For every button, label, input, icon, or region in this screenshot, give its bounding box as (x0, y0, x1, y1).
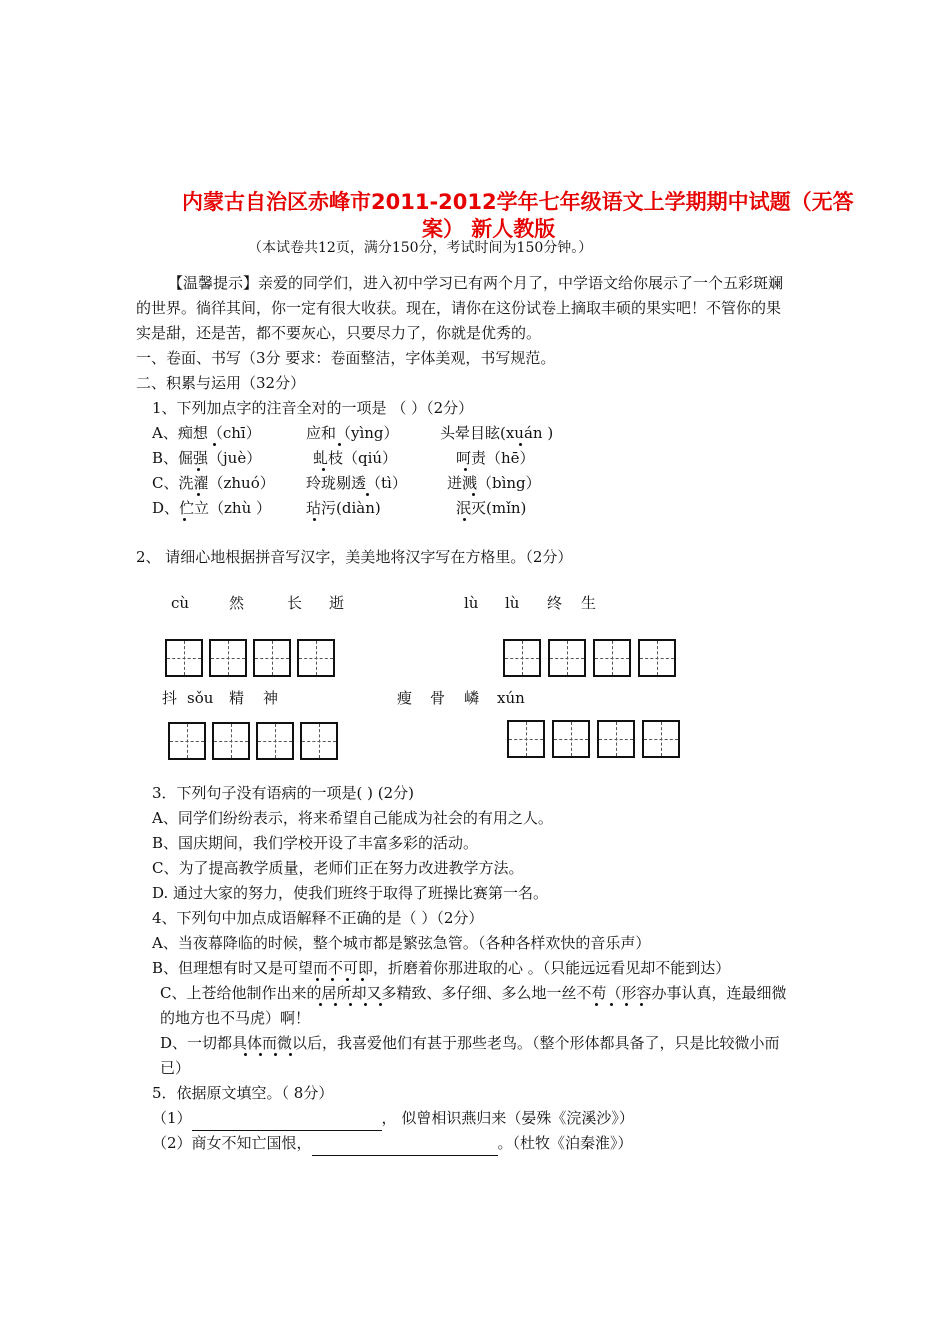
emphasis-dot (610, 1003, 613, 1006)
exam-subtitle: （本试卷共12页，满分150分，考试时间为150分钟。） (248, 240, 593, 256)
q1-option-c-1: C、洗濯（zhuó） (152, 474, 275, 492)
q1-option-d-3: 泯灭(mǐn) (456, 499, 527, 517)
q5-item-1 (152, 1106, 634, 1131)
emphasis-dot (313, 518, 316, 521)
q1-option-d-1: D、伫立（zhù ） (152, 499, 272, 517)
q1-option-b-2: 虬枝（qiú） (313, 449, 398, 467)
emphasis-dot (319, 1003, 322, 1006)
q2-char: 嶙 (464, 689, 480, 707)
emphasis-dot (472, 493, 475, 496)
section-2-heading: 二、积累与运用（32分） (136, 374, 306, 392)
emphasis-dot (366, 493, 369, 496)
q4-option-c-line1: C、上苍给他制作出来的居所却又多精致、多仔细、多么地一丝不苟（形容办事认真，连最细微 (160, 984, 787, 1002)
q5-item-2-text-b: 。（杜牧《泊秦淮》） (497, 1134, 633, 1152)
writing-cell[interactable] (209, 639, 247, 677)
emphasis-dot (334, 1003, 337, 1006)
title-line-2: 案） 新人教版 (422, 217, 556, 241)
q3-option-a: A、同学们纷纷表示，将来希望自己能成为社会的有用之人。 (152, 809, 553, 827)
q3-option-c: C、为了提高教学质量，老师们正在努力改进教学方法。 (152, 859, 524, 877)
q1-option-c-2: 玲珑剔透（tì） (306, 474, 407, 492)
q2-char: 骨 (430, 689, 446, 707)
q5-item-1-text: ， 似曾相识燕归来（晏殊《浣溪沙》） (381, 1109, 634, 1127)
emphasis-dot (316, 978, 319, 981)
q5-blank-2[interactable] (312, 1139, 498, 1156)
writing-cell[interactable] (548, 639, 586, 677)
q2-char: cù (171, 594, 190, 612)
writing-cell[interactable] (212, 722, 250, 760)
emphasis-dot (379, 1003, 382, 1006)
q2-char: 终 (547, 594, 563, 612)
writing-cell[interactable] (642, 720, 680, 758)
emphasis-dot (322, 468, 325, 471)
emphasis-dot (519, 443, 522, 446)
writing-cell[interactable] (507, 720, 545, 758)
q2-char: 瘦 (397, 689, 413, 707)
q5-item-2 (152, 1131, 633, 1156)
emphasis-dot (349, 1003, 352, 1006)
emphasis-dot (213, 443, 216, 446)
emphasis-dot (274, 1053, 277, 1056)
writing-cell[interactable] (300, 722, 338, 760)
q2-char: lù (505, 594, 520, 612)
emphasis-dot (364, 1003, 367, 1006)
q1-option-a-2: 应和（yìng） (306, 424, 399, 442)
title-line-1: 内蒙古自治区赤峰市2011-2012学年七年级语文上学期期中试题（无答 (182, 190, 854, 214)
writing-cell[interactable] (638, 639, 676, 677)
q2-char: 抖 (162, 689, 178, 707)
q1-option-b-3: 呵责（hē） (456, 449, 535, 467)
q2-char: xún (497, 689, 525, 707)
emphasis-dot (464, 468, 467, 471)
writing-cell[interactable] (297, 639, 335, 677)
q1-option-b-1: B、倔强（juè） (152, 449, 262, 467)
q1-option-a-3: 头晕目眩(xuán ) (440, 424, 554, 442)
q4-stem: 4、下列句中加点成语解释不正确的是（ ）（2分） (152, 909, 484, 927)
intro-line: 的世界。徜徉其间，你一定有很大收获。现在，请你在这份试卷上摘取丰硕的果实吧！不管你的果 (136, 299, 782, 317)
q4-option-d-line2: 已） (160, 1059, 191, 1077)
q2-stem: 2、 请细心地根据拼音写汉字，美美地将汉字写在方格里。（2分） (136, 548, 573, 566)
q5-item-2-text-a: （2）商女不知亡国恨， (152, 1134, 312, 1152)
writing-cell[interactable] (256, 722, 294, 760)
q3-stem: 3．下列句子没有语病的一项是( ) (2分) (152, 784, 415, 802)
writing-cell[interactable] (503, 639, 541, 677)
writing-cell[interactable] (165, 639, 203, 677)
q2-char: 生 (581, 594, 597, 612)
emphasis-dot (625, 1003, 628, 1006)
q2-char: 逝 (329, 594, 345, 612)
emphasis-dot (289, 1053, 292, 1056)
emphasis-dot (244, 1053, 247, 1056)
emphasis-dot (259, 1053, 262, 1056)
q2-char: lù (464, 594, 479, 612)
writing-cell[interactable] (253, 639, 291, 677)
q3-option-d: D. 通过大家的努力，使我们班终于取得了班操比赛第一名。 (152, 884, 549, 902)
q4-option-d-line1: D、一切都具体而微以后，我喜爱他们有甚于那些老鸟。（整个形体都具备了，只是比较微小而 (160, 1034, 780, 1052)
emphasis-dot (183, 518, 186, 521)
q2-char: 神 (263, 689, 279, 707)
emphasis-dot (197, 468, 200, 471)
emphasis-dot (361, 978, 364, 981)
emphasis-dot (640, 1003, 643, 1006)
emphasis-dot (463, 518, 466, 521)
q4-option-a: A、当夜幕降临的时候，整个城市都是繁弦急管。（各种各样欢快的音乐声） (152, 934, 651, 952)
emphasis-dot (346, 978, 349, 981)
writing-cell[interactable] (597, 720, 635, 758)
q5-stem: 5．依据原文填空。（ 8分） (152, 1084, 334, 1102)
emphasis-dot (595, 1003, 598, 1006)
writing-cell[interactable] (593, 639, 631, 677)
q2-char: 长 (287, 594, 303, 612)
q3-option-b: B、国庆期间，我们学校开设了丰富多彩的活动。 (152, 834, 479, 852)
q2-char: 然 (229, 594, 245, 612)
q2-char: sǒu (187, 689, 214, 707)
emphasis-dot (338, 443, 341, 446)
q5-blank-1[interactable] (192, 1114, 382, 1131)
emphasis-dot (197, 493, 200, 496)
writing-cell[interactable] (168, 722, 206, 760)
q4-option-c-line2: 的地方也不马虎）啊！ (160, 1009, 311, 1027)
writing-cell[interactable] (552, 720, 590, 758)
section-1-heading: 一、卷面、书写（3分 要求：卷面整洁，字体美观，书写规范。 (136, 349, 556, 367)
q1-stem: 1、下列加点字的注音全对的一项是 （ ）（2分） (152, 399, 474, 417)
intro-line: 【温馨提示】亲爱的同学们，进入初中学习已有两个月了，中学语文给你展示了一个五彩斑斓 (168, 274, 784, 292)
q1-option-a-1: A、痴想（chī） (152, 424, 261, 442)
q4-option-b: B、但理想有时又是可望而不可即，折磨着你那进取的心 。（只能远远看见却不能到达） (152, 959, 731, 977)
q5-item-1-number: （1） (152, 1109, 192, 1127)
q1-option-c-3: 迸溅（bìng） (447, 474, 541, 492)
q2-char: 精 (229, 689, 245, 707)
q1-option-d-2: 玷污(diàn) (306, 499, 381, 517)
intro-line: 实是甜，还是苦，都不要灰心，只要尽力了，你就是优秀的。 (136, 324, 542, 342)
emphasis-dot (331, 978, 334, 981)
